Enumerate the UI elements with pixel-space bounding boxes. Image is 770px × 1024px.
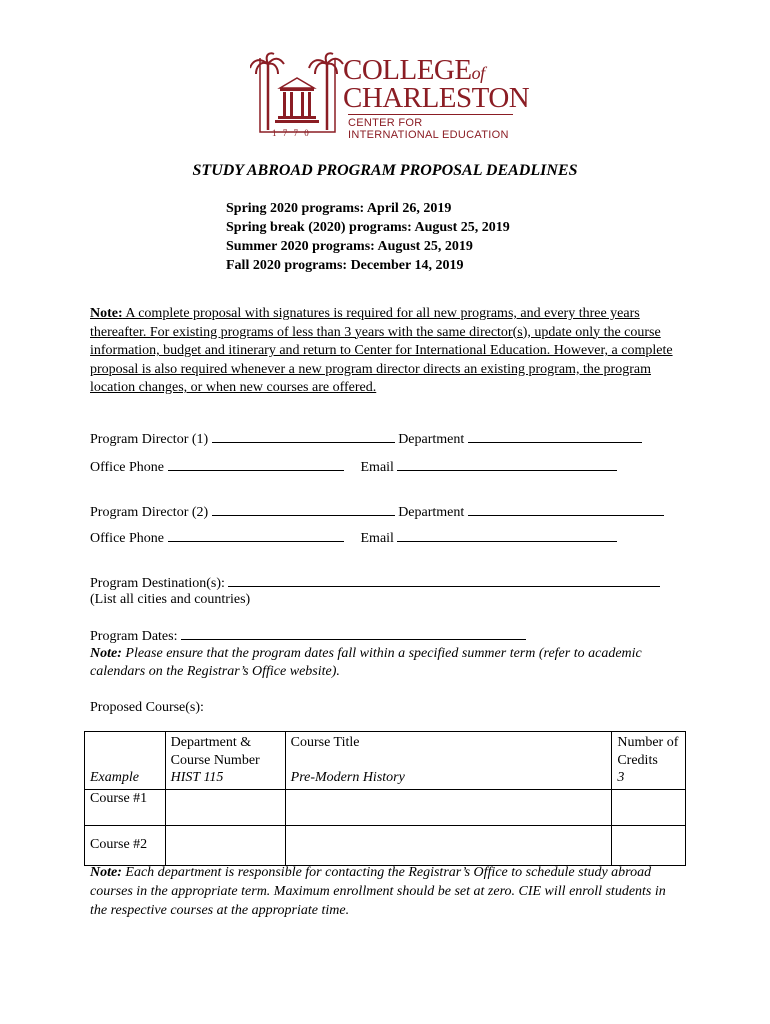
director2-label: Program Director (2)	[90, 505, 209, 520]
example-label-cell	[85, 732, 166, 790]
proposal-note	[90, 305, 690, 398]
email1-field[interactable]	[397, 458, 617, 471]
table-row	[85, 825, 686, 865]
director1-field[interactable]	[212, 430, 395, 443]
email2-label: Email	[360, 531, 394, 546]
destination-label: Program Destination(s):	[90, 576, 225, 591]
deadline-item: Summer 2020 programs: August 25, 2019	[226, 239, 473, 254]
founding-year: 1 7 7 0	[272, 128, 311, 138]
course1-dept-cell[interactable]	[165, 789, 285, 825]
course1-label: Course #1	[90, 790, 148, 806]
dept-header-cell	[165, 732, 285, 790]
department2-label: Department	[398, 505, 465, 520]
course2-title-cell[interactable]	[285, 825, 612, 865]
dates-label: Program Dates:	[90, 629, 178, 644]
course1-credits-cell[interactable]	[612, 789, 686, 825]
example-dept: HIST 115	[170, 770, 224, 785]
title-header: Course Title	[290, 735, 360, 750]
director1-label: Program Director (1)	[90, 432, 209, 447]
department1-field[interactable]	[468, 430, 642, 443]
department2-field[interactable]	[468, 503, 664, 516]
phone2-label: Office Phone	[90, 531, 164, 546]
logo-charleston-text: CHARLESTON	[343, 82, 530, 114]
dept-header: Department & Course Number	[170, 735, 260, 768]
page-title: STUDY ABROAD PROGRAM PROPOSAL DEADLINES	[192, 162, 578, 179]
director1-row	[90, 430, 642, 448]
email2-field[interactable]	[397, 529, 617, 542]
table-row	[85, 789, 686, 825]
deadline-item: Spring 2020 programs: April 26, 2019	[226, 201, 452, 216]
footnote-label: Note:	[90, 865, 122, 880]
logo-center-line2: INTERNATIONAL EDUCATION	[348, 129, 509, 141]
credits-header-cell	[612, 732, 686, 790]
example-credits: 3	[617, 770, 625, 785]
example-label: Example	[90, 770, 139, 785]
course1-title-cell[interactable]	[285, 789, 612, 825]
table-row	[85, 732, 686, 790]
deadline-item: Fall 2020 programs: December 14, 2019	[226, 258, 464, 273]
course1-label-cell	[85, 789, 166, 825]
example-title: Pre-Modern History	[290, 770, 405, 785]
dates-note	[90, 645, 680, 681]
destination-hint: (List all cities and countries)	[90, 592, 251, 607]
footnote-text: Each department is responsible for contacting the Registrar’s Office to schedule study abroad courses in the appropriate term. Maximum enrollment should be set at zero. CIE will enroll students in the respective courses at the appropriate time.	[90, 865, 666, 918]
note-label: Note:	[90, 306, 123, 321]
phone2-row	[90, 529, 617, 547]
logo-divider	[348, 114, 513, 115]
course2-credits-cell[interactable]	[612, 825, 686, 865]
dates-note-label: Note:	[90, 646, 122, 661]
phone1-row	[90, 458, 617, 476]
course2-label-cell	[85, 825, 166, 865]
director2-field[interactable]	[212, 503, 395, 516]
logo-center-line1: CENTER FOR	[348, 117, 423, 129]
note-text: A complete proposal with signatures is required for all new programs, and every three years thereafter. For existing programs of less than 3 years with the same director(s), update only the course information, budget and itinerary and return to Center for International Education. However, a complete proposal is also required whenever a new program director directs an existing program, the program location changes, or when new courses are offered.	[90, 306, 673, 396]
dates-row	[90, 627, 526, 645]
destination-field[interactable]	[228, 574, 660, 587]
proposed-courses-label: Proposed Course(s):	[90, 700, 204, 715]
phone1-field[interactable]	[168, 458, 344, 471]
credits-header: Number of Credits	[617, 735, 679, 768]
courses-table	[84, 731, 686, 866]
dates-note-text: Please ensure that the program dates fall within a specified summer term (refer to academic calendars on the Registrar’s Office website).	[90, 646, 642, 679]
footnote	[90, 863, 680, 920]
email1-label: Email	[360, 460, 394, 475]
course2-dept-cell[interactable]	[165, 825, 285, 865]
phone1-label: Office Phone	[90, 460, 164, 475]
title-header-cell	[285, 732, 612, 790]
director2-row	[90, 503, 664, 521]
destination-row	[90, 574, 660, 592]
logo-college-word: COLLEGE	[343, 54, 472, 86]
department1-label: Department	[398, 432, 465, 447]
course2-label: Course #2	[90, 837, 148, 853]
deadline-item: Spring break (2020) programs: August 25, 2019	[226, 220, 510, 235]
phone2-field[interactable]	[168, 529, 344, 542]
deadline-list	[226, 199, 510, 275]
dates-field[interactable]	[181, 627, 526, 640]
logo-of-word: of	[471, 63, 485, 83]
